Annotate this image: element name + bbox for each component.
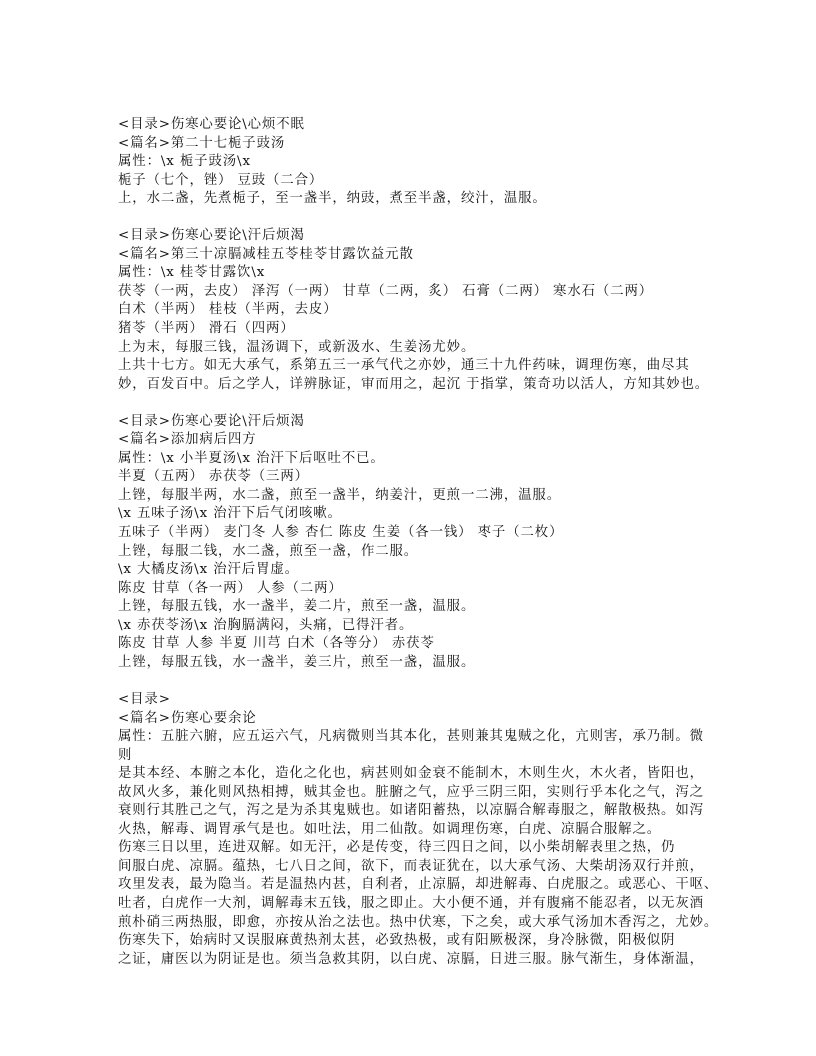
attribute-line: 属性：五脏六腑，应五运六气，凡病微则当其本化，甚则兼其鬼贼之化，亢则害，承乃制。微 — [118, 729, 704, 745]
body-line: 煎朴硝三两热服，即愈，亦按从治之法也。热中伏寒，下之矣，或大承气汤加木香泻之，尤妙。 — [118, 914, 719, 930]
catalog-line: <目录>伤寒心要论\汗后烦渴 — [118, 228, 305, 244]
body-line: 吐者，白虎作一大剂，调解毒末五钱，服之即止。大小便不通，并有腹痛不能忍者，以无灰酒 — [118, 895, 704, 911]
body-line: 火热，解毒、调胃承气是也。如吐法，用二仙散。如调理伤寒，白虎、凉膈合服解之。 — [118, 821, 662, 837]
preparation-line: 上，水二盏，先煮栀子，至一盏半，纳豉，煮至半盏，绞汁，温服。 — [118, 191, 547, 207]
section-zhizi-chi-tang — [118, 116, 708, 209]
attribute-line: 属性：\x 桂苓甘露饮\x — [118, 265, 266, 281]
section-guiling-ganlu-yin — [118, 227, 708, 394]
ingredients-line: 五味子（半两） 麦门冬 人参 杏仁 陈皮 生姜（各一钱） 枣子（二枚） — [118, 525, 564, 541]
ingredients-line: 栀子（七个，锉） 豆豉（二合） — [118, 172, 324, 188]
formula-line: \x 大橘皮汤\x 治汗后胃虚。 — [118, 562, 299, 578]
body-line: 攻里发表，最为隐当。若是温热内甚，自利者，止凉膈，却进解毒、白虎服之。或恶心、干呕、 — [118, 877, 719, 893]
section-shanghan-xinyao-yulun — [118, 691, 719, 969]
catalog-line: <目录> — [118, 691, 171, 707]
document-page — [118, 116, 719, 969]
commentary-line: 妙，百发百中。后之学人，详辨脉证，审而用之，起沉 于指掌，策奇功以活人，方知其妙也。 — [118, 376, 710, 392]
preparation-line: 上为末，每服三钱，温汤调下，或新汲水、生姜汤尤妙。 — [118, 339, 476, 355]
section-added-four-formulas — [118, 413, 708, 673]
preparation-line: 上锉，每服二钱，水二盏，煎至一盏，作二服。 — [118, 543, 419, 559]
ingredients-line: 猪苓（半两） 滑石（四两） — [118, 321, 295, 337]
spacer — [118, 394, 708, 413]
body-line: 伤寒失下，始病时又误服麻黄热剂太甚，必致热极，或有阳厥极深，身冷脉微，阳极似阴 — [118, 933, 676, 949]
formula-line: \x 赤茯苓汤\x 治胸膈满闷，头痛，已得汗者。 — [118, 617, 414, 633]
ingredients-line: 陈皮 甘草 人参 半夏 川芎 白术（各等分） 赤茯苓 — [118, 636, 435, 652]
spacer — [118, 672, 708, 691]
attribute-line: 属性：\x 栀子豉汤\x — [118, 154, 251, 170]
body-line: 伤寒三日以里，连进双解。如无汗，必是传变，待三四日之间，以小柴胡解表里之热，仍 — [118, 840, 676, 856]
ingredients-line: 半夏（五两） 赤茯苓（三两） — [118, 469, 309, 485]
body-line: 则 — [118, 747, 133, 763]
commentary-line: 上共十七方。如无大承气，系第五三一承气代之亦妙，通三十九件药味，调理伤寒，曲尽其 — [118, 358, 690, 374]
chapter-title: <篇名>添加病后四方 — [118, 432, 257, 448]
ingredients-line: 茯苓（一两，去皮） 泽泻（一两） 甘草（二两，炙） 石膏（二两） 寒水石（二两） — [118, 283, 654, 299]
preparation-line: 上锉，每服半两，水二盏，煎至一盏半，纳姜汁，更煎一二沸，温服。 — [118, 487, 562, 503]
preparation-line: 上锉，每服五钱，水一盏半，姜二片，煎至一盏，温服。 — [118, 599, 476, 615]
chapter-title: <篇名>伤寒心要余论 — [118, 710, 257, 726]
spacer — [118, 209, 708, 228]
body-line: 衰则行其胜己之气，泻之是为杀其鬼贼也。如诸阳蓄热，以凉膈合解毒服之，解散极热。如泻 — [118, 803, 704, 819]
preparation-line: 上锉，每服五钱，水一盏半，姜三片，煎至一盏，温服。 — [118, 654, 476, 670]
body-line: 间服白虎、凉膈。蕴热，七八日之间，欲下，而表证犹在，以大承气汤、大柴胡汤双行并煎， — [118, 858, 704, 874]
ingredients-line: 陈皮 甘草（各一两） 人参（二两） — [118, 580, 343, 596]
body-line: 是其本经、本腑之本化，造化之化也，病甚则如金衰不能制木，木则生火，木火者，皆阳也， — [118, 766, 704, 782]
body-line: 故风火多，兼化则风热相搏，贼其金也。脏腑之气，应乎三阴三阳，实则行乎本化之气，泻之 — [118, 784, 704, 800]
chapter-title: <篇名>第二十七栀子豉汤 — [118, 135, 286, 151]
catalog-line: <目录>伤寒心要论\心烦不眠 — [118, 117, 305, 132]
chapter-title: <篇名>第三十凉膈减桂五苓桂苓甘露饮益元散 — [118, 246, 414, 262]
attribute-line: 属性：\x 小半夏汤\x 治汗下后呕吐不已。 — [118, 450, 385, 466]
formula-line: \x 五味子汤\x 治汗下后气闭咳嗽。 — [118, 506, 342, 522]
body-line: 之证，庸医以为阴证是也。须当急救其阴，以白虎、凉膈，日进三服。脉气渐生，身体渐温， — [118, 951, 704, 967]
ingredients-line: 白术（半两） 桂枝（半两，去皮） — [118, 302, 338, 318]
catalog-line: <目录>伤寒心要论\汗后烦渴 — [118, 413, 305, 429]
